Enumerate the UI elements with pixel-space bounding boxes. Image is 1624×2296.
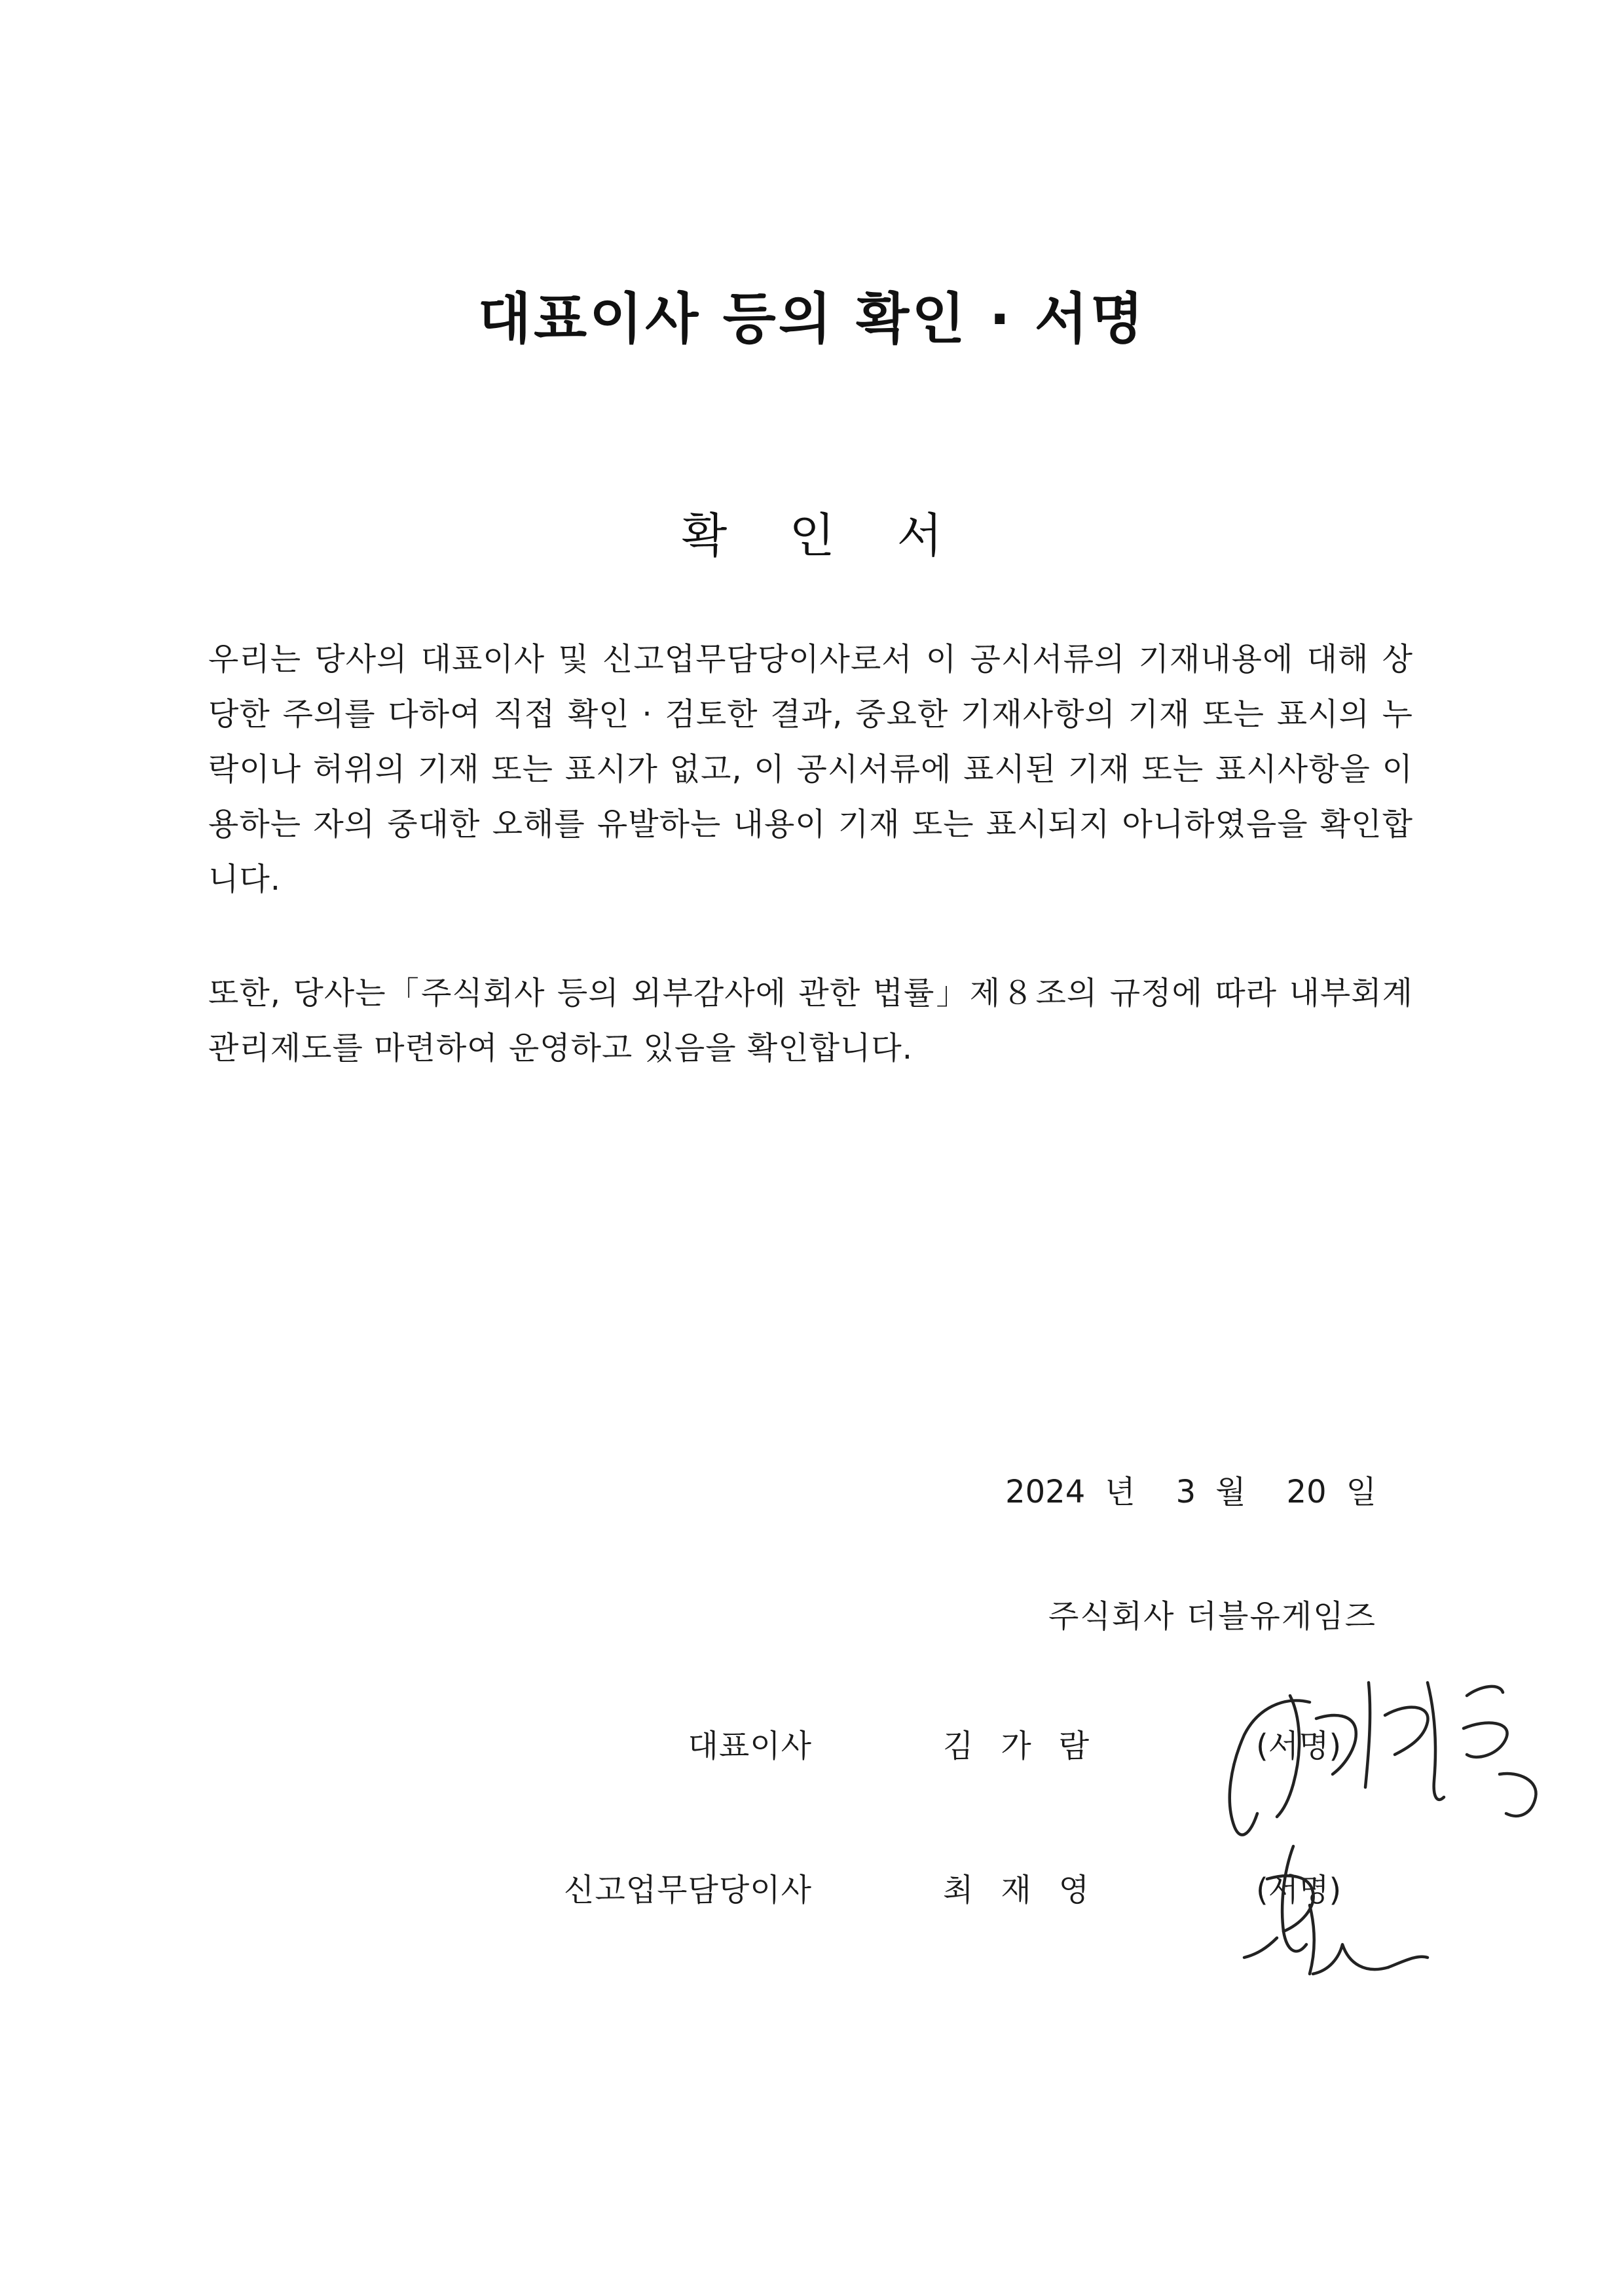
date-month-unit: 월 [1215,1474,1246,1510]
signature-mark-label: (서명) [1256,1872,1342,1908]
date-day: 20 [1286,1474,1327,1510]
signature-mark-label: (서명) [1256,1728,1342,1764]
signing-date [1005,1467,1376,1512]
date-year: 2024 [1005,1474,1086,1510]
signatory-role: 대표이사 [688,1728,812,1764]
signatory-name: 김가람 [943,1728,1117,1764]
signatory-row-ceo [0,1721,1624,1773]
date-month: 3 [1175,1474,1196,1510]
internal-control-paragraph: 또한, 당사는「주식회사 등의 외부감사에 관한 법률」제８조의 규정에 따라 내부회계관리제도를 마련하여 운영하고 있음을 확인합니다. [208,975,1413,1066]
confirmation-paragraph: 우리는 당사의 대표이사 및 신고업무담당이사로서 이 공시서류의 기재내용에 대해 상당한 주의를 다하여 직접 확인 · 검토한 결과, 중요한 기재사항의 기재 또는 표시의 누락이나 허위의 기재 또는 표시가 없고, 이 공시서류에 표시된 기재 또는 표시사항을 이용하는 자의 중대한 오해를 유발하는 내용이 기재 또는 표시되지 아니하였음을 확인합니다. [208,641,1413,898]
document-title: 대표이사 등의 확인 · 서명 [477,287,1147,351]
company-name: 주식회사 더블유게임즈 [1048,1598,1376,1635]
signatory-role: 신고업무담당이사 [564,1872,812,1908]
signatory-name: 최재영 [943,1872,1117,1908]
date-year-unit: 년 [1105,1474,1135,1510]
signatory-row-disclosure-director [0,1865,1624,1917]
document-subtitle: 확 인 서 [681,508,967,563]
date-day-unit: 일 [1346,1474,1376,1510]
